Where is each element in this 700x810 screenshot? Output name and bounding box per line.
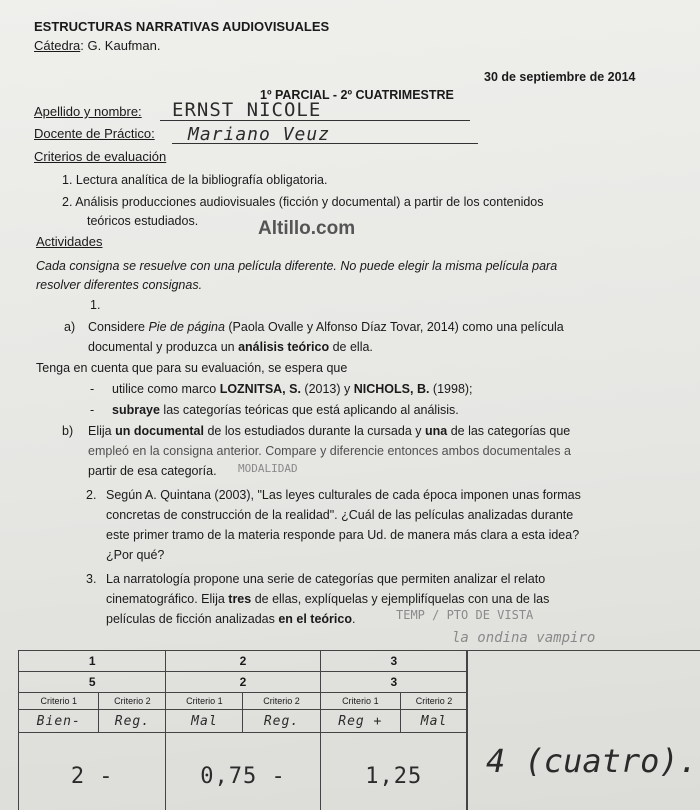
- catedra-label: Cátedra: [34, 38, 81, 53]
- item-b-line-1: [88, 424, 570, 438]
- catedra-line: [34, 38, 160, 53]
- question-2-line-1: Según A. Quintana (2003), "Las leyes culturales de cada época imponen unas formas: [106, 488, 581, 502]
- handwritten-note-modalidad: MODALIDAD: [238, 462, 298, 475]
- bullet-1: [112, 382, 473, 396]
- item-b-line-2: empleó en la consigna anterior. Compare y diferencie entonces ambos documentales a: [88, 444, 571, 458]
- q3-text: películas de ficción analizadas: [106, 612, 279, 626]
- question-2-line-4: ¿Por qué?: [106, 548, 165, 562]
- exam-date: 30 de septiembre de 2014: [484, 70, 636, 84]
- expectation-intro: Tenga en cuenta que para su evaluación, se espera que: [36, 361, 348, 375]
- question-3-line-2: [106, 592, 549, 606]
- question-number-cell: 3: [320, 651, 467, 672]
- teacher-handwritten: Mariano Veuz: [188, 124, 331, 145]
- q3-text: de ellas, explíquelas y ejemplifíquelas con una de las: [251, 592, 550, 606]
- criteria-mark-cell: Reg +: [320, 710, 400, 733]
- bullet-text: (1998);: [429, 382, 473, 396]
- bullet-2: [112, 403, 459, 417]
- handwritten-note-temp: TEMP / PTO DE VISTA: [396, 608, 534, 622]
- item-a-label: a): [64, 320, 76, 334]
- grade-row-questions: [19, 651, 468, 672]
- item-b-text: de los estudiados durante la cursada y: [204, 424, 425, 438]
- score-cell: 2 -: [19, 733, 166, 810]
- handwritten-note-film: la ondina vampiro: [452, 630, 596, 646]
- q3-text: .: [351, 612, 356, 626]
- item-b-line-3: partir de esa categoría.: [88, 464, 217, 478]
- max-points-cell: 2: [166, 672, 320, 693]
- author-loznitsa: LOZNITSA, S.: [219, 382, 301, 396]
- criteria-mark-cell: Reg.: [99, 710, 166, 733]
- q3-emphasis: en el teórico: [278, 612, 352, 626]
- name-handwritten: ERNST NICOLE: [172, 99, 322, 121]
- criteria-mark-cell: Bien-: [19, 710, 99, 733]
- q3-emphasis: tres: [228, 592, 252, 606]
- bullet-dash-2: -: [90, 403, 95, 417]
- course-title: ESTRUCTURAS NARRATIVAS AUDIOVISUALES: [34, 19, 330, 34]
- bullet-emphasis: subraye: [112, 403, 160, 417]
- item-a-text: de ella.: [329, 340, 373, 354]
- criteria-mark-cell: Mal: [166, 710, 243, 733]
- final-grade-box: [466, 650, 700, 810]
- question-2-line-2: concretas de construcción de la realidad". ¿Cuál de las películas analizadas durante: [106, 508, 574, 522]
- exam-title: 1º PARCIAL - 2º CUATRIMESTRE: [260, 88, 454, 102]
- activities-title: Actividades: [36, 234, 103, 249]
- question-3-number: 3.: [86, 572, 97, 586]
- item-b-emphasis: una: [424, 424, 448, 438]
- max-points-cell: 3: [320, 672, 467, 693]
- grade-row-scores: [19, 733, 468, 810]
- watermark: Altillo.com: [258, 218, 356, 239]
- film-title: Pie de página: [148, 320, 225, 334]
- criteria-header-cell: Criterio 2: [401, 693, 468, 710]
- item-b-emphasis: un documental: [115, 424, 204, 438]
- item-b-label: b): [62, 424, 74, 438]
- question-number-cell: 2: [166, 651, 320, 672]
- question-2-line-3: este primer tramo de la materia responde para Ud. de manera más clara a esta idea?: [106, 528, 580, 542]
- author-nichols: NICHOLS, B.: [353, 382, 430, 396]
- question-number-cell: 1: [19, 651, 166, 672]
- grade-table: [18, 650, 468, 810]
- grade-row-max-points: [19, 672, 468, 693]
- activities-intro-2: resolver diferentes consignas.: [36, 278, 203, 292]
- item-a-text: documental y produzca un: [88, 340, 239, 354]
- item-a-text: (Paola Ovalle y Alfonso Díaz Tovar, 2014) como una película: [224, 320, 564, 334]
- question-3-line-3: [106, 612, 355, 626]
- activities-intro-1: Cada consigna se resuelve con una película diferente. No puede elegir la misma película para: [36, 259, 558, 273]
- teacher-label: Docente de Práctico:: [34, 126, 155, 141]
- criteria-header-cell: Criterio 2: [243, 693, 320, 710]
- question-1-number: 1.: [90, 298, 101, 312]
- bullet-text: las categorías teóricas que está aplicando al análisis.: [159, 403, 459, 417]
- question-3-line-1: La narratología propone una serie de categorías que permiten analizar el relato: [106, 572, 546, 586]
- grade-row-criteria-marks: [19, 710, 468, 733]
- q3-text: cinematográfico. Elija: [106, 592, 229, 606]
- criteria-item-2-cont: teóricos estudiados.: [87, 214, 199, 228]
- grade-row-criteria-headers: [19, 693, 468, 710]
- catedra-value: : G. Kaufman.: [80, 38, 161, 53]
- criteria-header-cell: Criterio 2: [99, 693, 166, 710]
- item-b-text: de las categorías que: [447, 424, 571, 438]
- name-label: Apellido y nombre:: [34, 104, 142, 119]
- criteria-header-cell: Criterio 1: [320, 693, 400, 710]
- max-points-cell: 5: [19, 672, 166, 693]
- criteria-mark-cell: Mal: [401, 710, 468, 733]
- item-a-emphasis: análisis teórico: [238, 340, 330, 354]
- bullet-text: utilice como marco: [112, 382, 220, 396]
- criteria-item-2: 2. Análisis producciones audiovisuales (ficción y documental) a partir de los contenidos: [62, 195, 544, 209]
- item-a-text: Considere: [88, 320, 149, 334]
- item-b-text: Elija: [88, 424, 116, 438]
- criteria-title: Criterios de evaluación: [34, 149, 167, 164]
- score-cell: 1,25: [320, 733, 467, 810]
- criteria-item-1: 1. Lectura analítica de la bibliografía obligatoria.: [62, 173, 328, 187]
- question-2-number: 2.: [86, 488, 97, 502]
- criteria-header-cell: Criterio 1: [19, 693, 99, 710]
- criteria-mark-cell: Reg.: [243, 710, 320, 733]
- item-a-line-2: [88, 340, 373, 354]
- item-a-line-1: [88, 320, 564, 334]
- final-grade: 4 (cuatro).: [486, 742, 698, 780]
- criteria-header-cell: Criterio 1: [166, 693, 243, 710]
- bullet-text: (2013) y: [300, 382, 354, 396]
- score-cell: 0,75 -: [166, 733, 320, 810]
- bullet-dash-1: -: [90, 382, 95, 396]
